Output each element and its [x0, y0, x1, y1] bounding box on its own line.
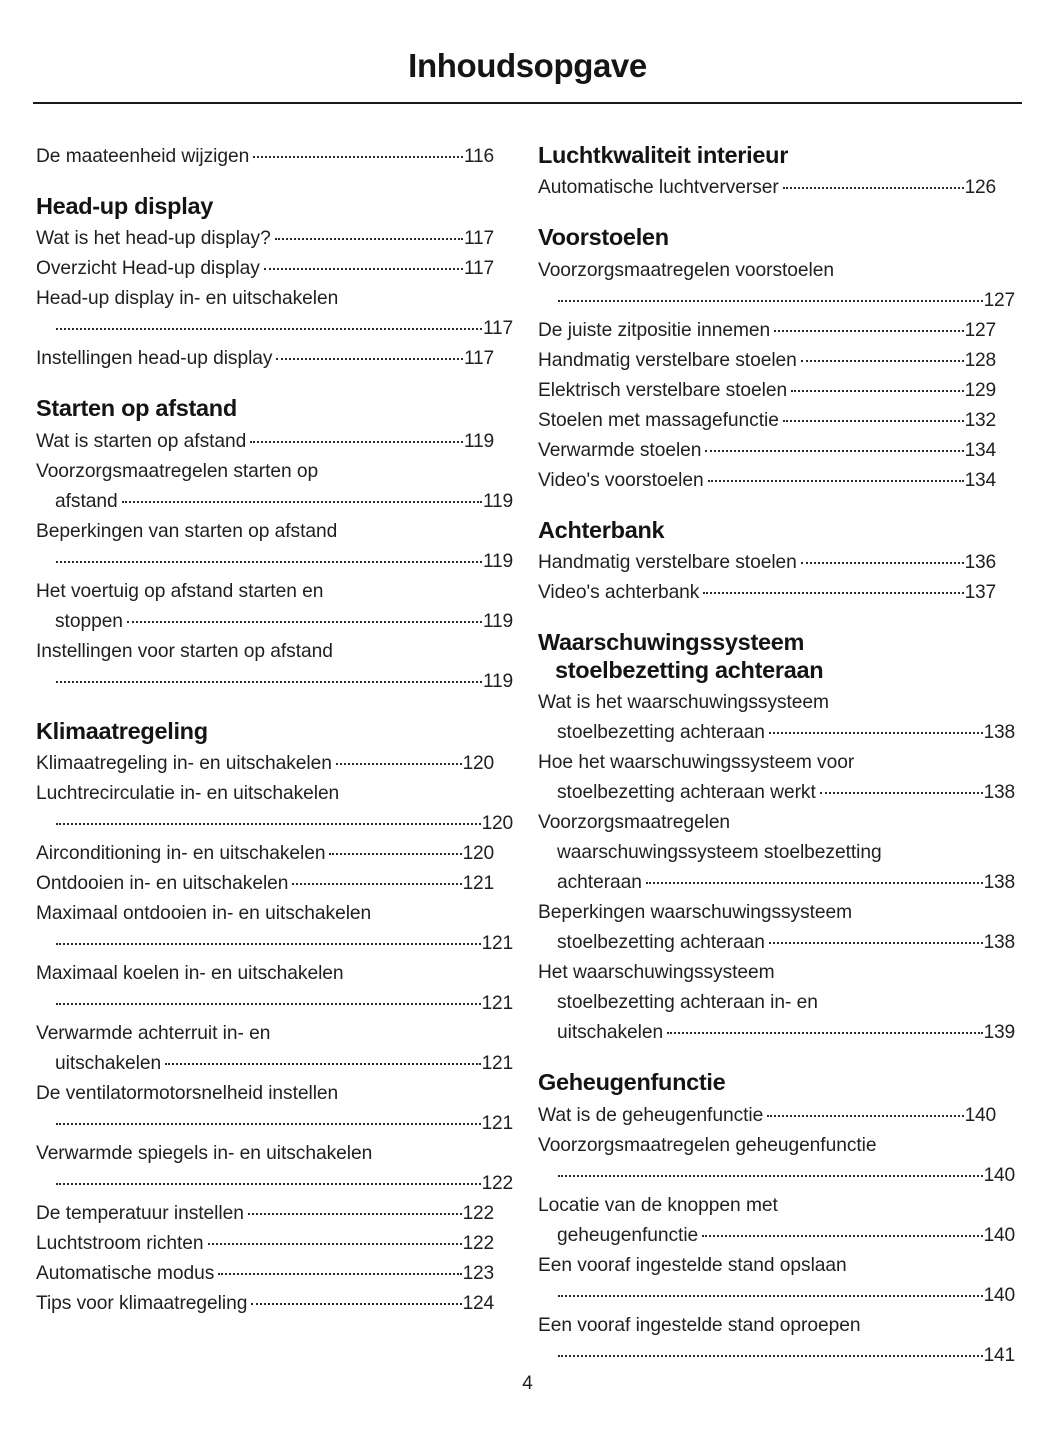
toc-page-number: 132 — [964, 409, 996, 431]
toc-entry-line — [538, 1221, 1015, 1251]
toc-entry[interactable] — [538, 256, 1015, 316]
toc-entry-text: Instellingen voor starten op afstand — [36, 640, 333, 662]
toc-page-number: 138 — [983, 932, 1015, 954]
toc-entry[interactable] — [36, 899, 513, 959]
toc-entry-text: Verwarmde spiegels in- en uitschakelen — [36, 1143, 373, 1165]
toc-entry-text: Locatie van de knoppen met — [538, 1194, 778, 1216]
dot-leader — [558, 1175, 983, 1177]
dot-leader — [122, 501, 482, 503]
section-heading-line: Waarschuwingssysteem — [538, 629, 805, 656]
toc-entry-text: Stoelen met massagefunctie — [538, 409, 779, 431]
dot-leader — [56, 1123, 481, 1125]
toc-page-number: 122 — [462, 1203, 494, 1225]
toc-entry[interactable] — [36, 1079, 513, 1139]
toc-entry-line — [538, 748, 996, 778]
toc-entry[interactable] — [36, 779, 513, 839]
toc-entry-text: Head-up display in- en uitschakelen — [36, 288, 339, 310]
toc-page-number: 121 — [481, 1053, 513, 1075]
toc-page-number: 117 — [464, 258, 494, 280]
toc-entry[interactable] — [36, 1259, 494, 1289]
toc-entry-line — [36, 517, 494, 547]
toc-entry-text: Overzicht Head-up display — [36, 258, 260, 280]
toc-entry-line — [36, 1079, 494, 1109]
toc-entry[interactable] — [36, 1229, 494, 1259]
toc-entry-line — [36, 929, 513, 959]
section-heading-line: Achterbank — [538, 516, 665, 543]
toc-entry-text: Video's voorstoelen — [538, 469, 704, 491]
toc-entry[interactable] — [538, 578, 996, 608]
dot-leader — [769, 942, 983, 944]
toc-page-number: 124 — [462, 1293, 494, 1315]
toc-entry-text: Elektrisch verstelbare stoelen — [538, 379, 788, 401]
toc-entry-line — [36, 1169, 513, 1199]
toc-page-number: 117 — [464, 348, 494, 370]
toc-page-number: 127 — [983, 289, 1015, 311]
toc-entry[interactable] — [538, 316, 996, 346]
toc-page-number: 123 — [462, 1263, 494, 1285]
dot-leader — [783, 187, 964, 189]
toc-page-number: 138 — [983, 782, 1015, 804]
section-heading-line: Starten op afstand — [36, 395, 237, 422]
dot-leader — [56, 1003, 481, 1005]
dot-leader — [253, 156, 463, 158]
dot-leader — [264, 268, 463, 270]
toc-entry-line — [538, 838, 1015, 868]
toc-entry-text: Video's achterbank — [538, 582, 700, 604]
toc-entry-text: De temperatuur instellen — [36, 1203, 244, 1225]
toc-entry-line — [36, 254, 494, 284]
toc-entry-line — [36, 607, 513, 637]
toc-entry-line — [538, 1101, 996, 1131]
toc-entry-line — [538, 376, 996, 406]
toc-entry-text: stoelbezetting achteraan in- en — [557, 992, 818, 1014]
dot-leader — [251, 1303, 461, 1305]
toc-entry-line — [36, 1139, 494, 1169]
toc-entry-line — [36, 577, 494, 607]
toc-page-number: 117 — [464, 228, 494, 250]
toc-entry-line — [538, 898, 996, 928]
toc-entry-text: Handmatig verstelbare stoelen — [538, 552, 797, 574]
toc-page-number: 137 — [964, 582, 996, 604]
toc-entry-line — [538, 778, 1015, 808]
toc-page-number: 119 — [483, 490, 513, 512]
toc-entry-text: Beperkingen waarschuwingssysteem — [538, 902, 853, 924]
toc-entry[interactable] — [36, 1199, 494, 1229]
toc-entry-line — [538, 406, 996, 436]
toc-entry-line — [36, 1199, 494, 1229]
dot-leader — [667, 1032, 983, 1034]
toc-page-number: 134 — [964, 469, 996, 491]
toc-entry-text: De ventilatormotorsnelheid instellen — [36, 1083, 339, 1105]
toc-entry-line — [538, 1281, 1015, 1311]
section-heading-luchtkwaliteit-interieur — [538, 142, 996, 173]
toc-entry-text: Wat is starten op afstand — [36, 430, 247, 452]
toc-entry-line — [36, 284, 494, 314]
toc-entry[interactable] — [538, 406, 996, 436]
toc-entry[interactable] — [538, 898, 1015, 958]
toc-entry-text: achteraan — [557, 872, 642, 894]
toc-entry-line — [538, 578, 996, 608]
toc-entry-text: Instellingen head-up display — [36, 348, 273, 370]
toc-entry-line — [538, 286, 1015, 316]
toc-entry-line — [36, 959, 494, 989]
toc-entry-text: stoppen — [55, 610, 123, 632]
toc-entry-line — [36, 457, 494, 487]
toc-entry-line — [538, 958, 996, 988]
section-heading-head-up-display — [36, 172, 494, 224]
dot-leader — [801, 360, 964, 362]
dot-leader — [783, 420, 964, 422]
dot-leader — [208, 1243, 462, 1245]
toc-entry-line — [36, 487, 513, 517]
section-heading-klimaatregeling — [36, 697, 494, 749]
toc-page-number: 117 — [483, 318, 513, 340]
toc-entry[interactable] — [36, 637, 513, 697]
toc-entry[interactable] — [36, 457, 513, 517]
toc-entry-line — [538, 928, 1015, 958]
toc-entry-text: Maximaal koelen in- en uitschakelen — [36, 963, 344, 985]
toc-entry[interactable] — [538, 376, 996, 406]
dot-leader — [56, 823, 481, 825]
toc-entry-text: stoelbezetting achteraan — [557, 932, 765, 954]
toc-entry-line — [538, 808, 996, 838]
dot-leader — [248, 1213, 462, 1215]
toc-entry-text: De juiste zitpositie innemen — [538, 319, 771, 341]
toc-entry-text: uitschakelen — [557, 1022, 664, 1044]
toc-entry-line — [36, 839, 494, 869]
dot-leader — [703, 592, 963, 594]
toc-column-left — [36, 142, 513, 1319]
toc-entry[interactable] — [538, 808, 1015, 898]
toc-entry-line — [538, 466, 996, 496]
toc-entry-line — [538, 1311, 996, 1341]
toc-entry-line — [538, 688, 996, 718]
toc-entry-text: Het waarschuwingssysteem — [538, 962, 775, 984]
toc-page-number: 122 — [462, 1233, 494, 1255]
toc-entry-text: Een vooraf ingestelde stand opslaan — [538, 1254, 847, 1276]
toc-entry-text: waarschuwingssysteem stoelbezetting — [557, 842, 882, 864]
toc-entry[interactable] — [36, 142, 494, 172]
toc-entry-line — [538, 868, 1015, 898]
dot-leader — [336, 763, 462, 765]
toc-page-number: 140 — [983, 1284, 1015, 1306]
dot-leader — [769, 732, 983, 734]
toc-page-number: 119 — [464, 430, 494, 452]
toc-entry-line — [36, 809, 513, 839]
section-heading-starten-op-afstand — [36, 374, 494, 426]
toc-entry-line — [538, 1161, 1015, 1191]
toc-entry-line — [538, 1191, 996, 1221]
dot-leader — [820, 792, 983, 794]
toc-entry-line — [538, 436, 996, 466]
page-title: Inhoudsopgave — [408, 47, 647, 84]
toc-entry[interactable] — [538, 1311, 1015, 1371]
toc-page-number: 122 — [481, 1173, 513, 1195]
toc-entry-line — [36, 224, 494, 254]
toc-entry-text: Automatische luchtververser — [538, 177, 779, 199]
toc-entry-text: Airconditioning in- en uitschakelen — [36, 843, 326, 865]
page-number: 4 — [522, 1373, 533, 1394]
toc-entry[interactable] — [538, 466, 996, 496]
toc-entry-line — [36, 667, 513, 697]
dot-leader — [165, 1063, 481, 1065]
toc-entry-line — [36, 1109, 513, 1139]
dot-leader — [275, 238, 463, 240]
toc-entry-line — [36, 869, 494, 899]
toc-entry-line — [538, 316, 996, 346]
toc-entry-line — [36, 989, 513, 1019]
toc-entry[interactable] — [538, 1251, 1015, 1311]
toc-page-number: 121 — [481, 993, 513, 1015]
toc-page-number: 140 — [983, 1224, 1015, 1246]
toc-entry[interactable] — [538, 688, 1015, 748]
toc-entry-text: Luchtrecirculatie in- en uitschakelen — [36, 783, 340, 805]
toc-entry-text: Wat is het waarschuwingssysteem — [538, 692, 829, 714]
toc-page-number: 120 — [462, 843, 494, 865]
toc-entry-text: Voorzorgsmaatregelen starten op — [36, 460, 319, 482]
toc-entry-text: Wat is het head-up display? — [36, 228, 271, 250]
toc-entry[interactable] — [36, 1019, 513, 1079]
toc-page-number: 141 — [983, 1344, 1015, 1366]
section-heading-voorstoelen — [538, 203, 996, 255]
toc-page-number: 138 — [983, 872, 1015, 894]
toc-entry[interactable] — [36, 254, 494, 284]
toc-entry[interactable] — [36, 1139, 513, 1199]
toc-page-number: 134 — [964, 439, 996, 461]
toc-entry[interactable] — [538, 1131, 1015, 1191]
toc-entry-line — [36, 427, 494, 457]
toc-entry-text: Een vooraf ingestelde stand oproepen — [538, 1314, 861, 1336]
toc-page-number: 126 — [964, 177, 996, 199]
dot-leader — [56, 328, 482, 330]
dot-leader — [127, 621, 482, 623]
toc-entry-text: stoelbezetting achteraan — [557, 722, 765, 744]
toc-entry[interactable] — [538, 436, 996, 466]
toc-entry-text: uitschakelen — [55, 1053, 162, 1075]
section-heading-line: Klimaatregeling — [36, 717, 208, 744]
section-heading-line: Geheugenfunctie — [538, 1069, 726, 1096]
toc-entry[interactable] — [538, 958, 1015, 1048]
toc-entry[interactable] — [36, 749, 494, 779]
toc-entry[interactable] — [36, 959, 513, 1019]
toc-entry[interactable] — [538, 173, 996, 203]
toc-entry-line — [36, 1019, 494, 1049]
toc-columns — [36, 104, 1025, 1371]
toc-page-number: 121 — [481, 933, 513, 955]
section-heading-line: Luchtkwaliteit interieur — [538, 142, 789, 168]
toc-entry[interactable] — [36, 284, 513, 344]
toc-column-right — [538, 142, 1015, 1371]
toc-entry-text: Maximaal ontdooien in- en uitschakelen — [36, 903, 372, 925]
toc-page-number: 138 — [983, 722, 1015, 744]
dot-leader — [56, 681, 482, 683]
toc-page-number: 140 — [983, 1164, 1015, 1186]
dot-leader — [276, 358, 463, 360]
toc-entry-text: Het voertuig op afstand starten en — [36, 580, 324, 602]
toc-entry-text: Automatische modus — [36, 1263, 215, 1285]
toc-entry-text: geheugenfunctie — [557, 1224, 699, 1246]
toc-entry-line — [36, 1049, 513, 1079]
dot-leader — [646, 882, 983, 884]
toc-entry-line — [538, 1341, 1015, 1371]
dot-leader — [329, 853, 461, 855]
section-heading-waarschuwingssysteem — [538, 608, 996, 688]
toc-entry-text: Beperkingen van starten op afstand — [36, 520, 338, 542]
toc-page-number: 139 — [983, 1022, 1015, 1044]
toc-entry-text: Voorzorgsmaatregelen — [538, 812, 731, 834]
toc-entry-text: Verwarmde achterruit in- en — [36, 1023, 271, 1045]
dot-leader — [702, 1235, 982, 1237]
toc-page-number: 119 — [483, 550, 513, 572]
toc-entry-line — [36, 779, 494, 809]
toc-entry-line — [36, 314, 513, 344]
toc-entry[interactable] — [36, 577, 513, 637]
dot-leader — [56, 1183, 481, 1185]
toc-entry-text: afstand — [55, 490, 118, 512]
dot-leader — [558, 300, 983, 302]
dot-leader — [708, 480, 964, 482]
toc-entry-line — [36, 547, 513, 577]
toc-entry[interactable] — [36, 224, 494, 254]
toc-entry[interactable] — [36, 517, 513, 577]
toc-entry[interactable] — [538, 1191, 1015, 1251]
toc-page-number: 121 — [481, 1113, 513, 1135]
dot-leader — [705, 450, 963, 452]
toc-entry-text: Verwarmde stoelen — [538, 439, 702, 461]
toc-entry-line — [538, 718, 1015, 748]
dot-leader — [56, 561, 482, 563]
toc-entry[interactable] — [36, 344, 494, 374]
toc-entry-line — [36, 637, 494, 667]
toc-entry[interactable] — [538, 748, 1015, 808]
toc-entry-text: Hoe het waarschuwingssysteem voor — [538, 752, 855, 774]
dot-leader — [791, 390, 963, 392]
toc-page-number: 127 — [964, 319, 996, 341]
toc-entry-line — [538, 256, 996, 286]
dot-leader — [292, 883, 461, 885]
toc-entry-text: Voorzorgsmaatregelen voorstoelen — [538, 259, 834, 281]
toc-page-number: 121 — [462, 873, 494, 895]
section-heading-line: stoelbezetting achteraan — [555, 656, 824, 683]
section-heading-line: Head-up display — [36, 193, 214, 219]
toc-entry-line — [538, 346, 996, 376]
toc-entry[interactable] — [36, 839, 494, 869]
dot-leader — [801, 562, 964, 564]
toc-entry-text: Voorzorgsmaatregelen geheugenfunctie — [538, 1134, 877, 1156]
toc-entry-line — [538, 1251, 996, 1281]
toc-entry[interactable] — [538, 346, 996, 376]
dot-leader — [558, 1355, 983, 1357]
toc-entry-text: Klimaatregeling in- en uitschakelen — [36, 753, 332, 775]
toc-page-number: 120 — [481, 813, 513, 835]
dot-leader — [218, 1273, 461, 1275]
toc-page-number: 116 — [464, 146, 494, 167]
toc-entry-text: stoelbezetting achteraan werkt — [557, 782, 816, 804]
dot-leader — [250, 441, 463, 443]
toc-page-number: 119 — [483, 610, 513, 632]
toc-page-number: 120 — [462, 753, 494, 775]
toc-entry-line — [36, 344, 494, 374]
toc-entry-line — [538, 1131, 996, 1161]
toc-entry-text: De maateenheid wijzigen — [36, 146, 250, 167]
toc-entry-line — [538, 173, 996, 203]
toc-entry[interactable] — [36, 427, 494, 457]
toc-entry-text: Wat is de geheugenfunctie — [538, 1104, 764, 1126]
toc-entry-text: Ontdooien in- en uitschakelen — [36, 873, 289, 895]
toc-entry[interactable] — [538, 548, 996, 578]
toc-entry-line — [36, 1259, 494, 1289]
toc-entry-line — [538, 988, 1015, 1018]
toc-page-number: 119 — [483, 670, 513, 692]
toc-page-number: 129 — [964, 379, 996, 401]
dot-leader — [56, 943, 481, 945]
dot-leader — [774, 330, 963, 332]
toc-entry[interactable] — [36, 1289, 494, 1319]
toc-entry-line — [36, 1229, 494, 1259]
section-heading-achterbank — [538, 496, 996, 548]
toc-entry-text: Luchtstroom richten — [36, 1233, 204, 1255]
section-heading-line: Voorstoelen — [538, 224, 669, 251]
toc-entry-line — [36, 1289, 494, 1319]
dot-leader — [767, 1115, 963, 1117]
toc-entry-line — [538, 1018, 1015, 1048]
toc-entry-line — [36, 142, 494, 172]
toc-entry-line — [36, 899, 494, 929]
toc-page-number: 136 — [964, 552, 996, 574]
dot-leader — [558, 1295, 983, 1297]
toc-entry-text: Tips voor klimaatregeling — [36, 1293, 248, 1315]
toc-page-number: 128 — [964, 349, 996, 371]
toc-entry-line — [538, 548, 996, 578]
toc-entry-line — [36, 749, 494, 779]
toc-entry[interactable] — [538, 1101, 996, 1131]
toc-entry-text: Handmatig verstelbare stoelen — [538, 349, 797, 371]
toc-page-number: 140 — [964, 1104, 996, 1126]
section-heading-geheugenfunctie — [538, 1048, 996, 1100]
toc-entry[interactable] — [36, 869, 494, 899]
